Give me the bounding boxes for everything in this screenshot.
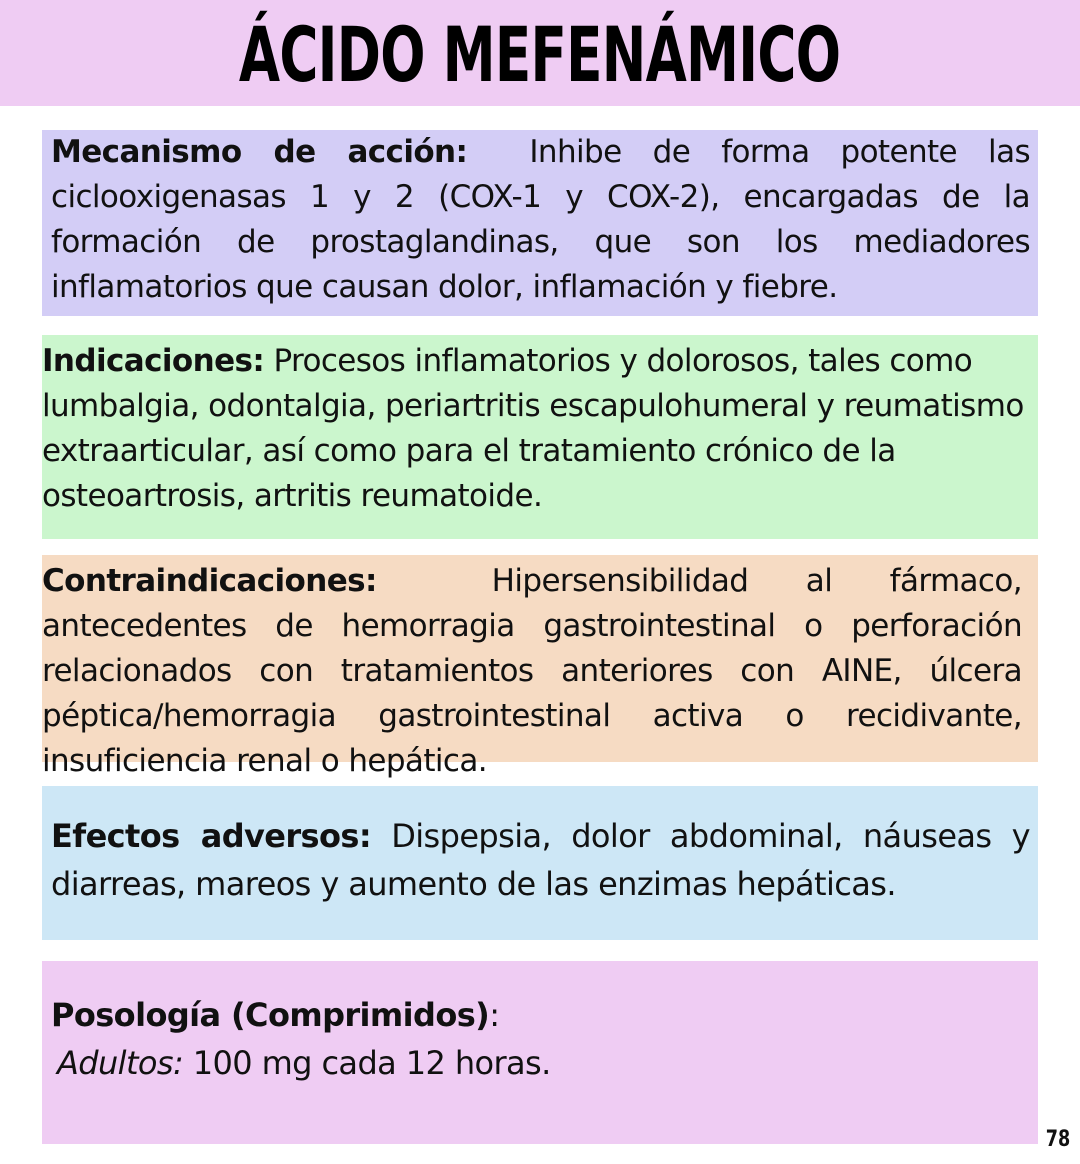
adultos-label: Adultos: [57,1044,184,1082]
page-number: 78 [1045,1127,1071,1152]
indicaciones-section [42,335,1038,539]
contraindicaciones-label: Contraindicaciones: [42,563,377,599]
contraindicaciones-section [42,555,1038,779]
adultos-dose: 100 mg cada 12 horas. [192,1044,551,1082]
page-title: ÁCIDO MEFENÁMICO [239,10,841,99]
efectos-label: Efectos adversos: [51,817,372,855]
posologia-label: Posología (Comprimidos) [51,996,490,1034]
posologia-adultos [51,1039,1028,1087]
indicaciones-text: Procesos inflamatorios y dolorosos, tales como lumbalgia, odontalgia, periartritis escapulohumeral y reumatismo extraarticular, así como para el tratamiento crónico de la osteoartrosis, artritis reumatoide. [42,343,1024,514]
indicaciones-paragraph [42,339,1028,519]
mecanismo-label: Mecanismo de acción: [51,134,468,170]
title-banner [0,0,1080,106]
contraindicaciones-paragraph [42,559,1022,784]
efectos-section [42,786,1038,940]
mecanismo-section [42,130,1038,316]
efectos-text: Dispepsia, dolor abdominal, náuseas y diarreas, mareos y aumento de las enzimas hepáticas. [51,817,1030,903]
posologia-heading [51,991,1028,1039]
posologia-section [42,961,1038,1144]
posologia-colon: : [489,996,500,1034]
indicaciones-label: Indicaciones: [42,343,265,379]
mecanismo-text: Inhibe de forma potente las ciclooxigenasas 1 y 2 (COX-1 y COX-2), encargadas de la formación de prostaglandinas, que son los mediadores inflamatorios que causan dolor, inflamación y fiebre. [51,134,1031,305]
contraindicaciones-text: Hipersensibilidad al fármaco, antecedentes de hemorragia gastrointestinal o perforación relacionados con tratamientos anteriores con AINE, úlcera péptica/hemorragia gastrointestinal activa o recidivante, insuficiencia renal o hepática. [42,563,1022,779]
efectos-paragraph [51,812,1030,908]
mecanismo-paragraph [51,130,1030,310]
